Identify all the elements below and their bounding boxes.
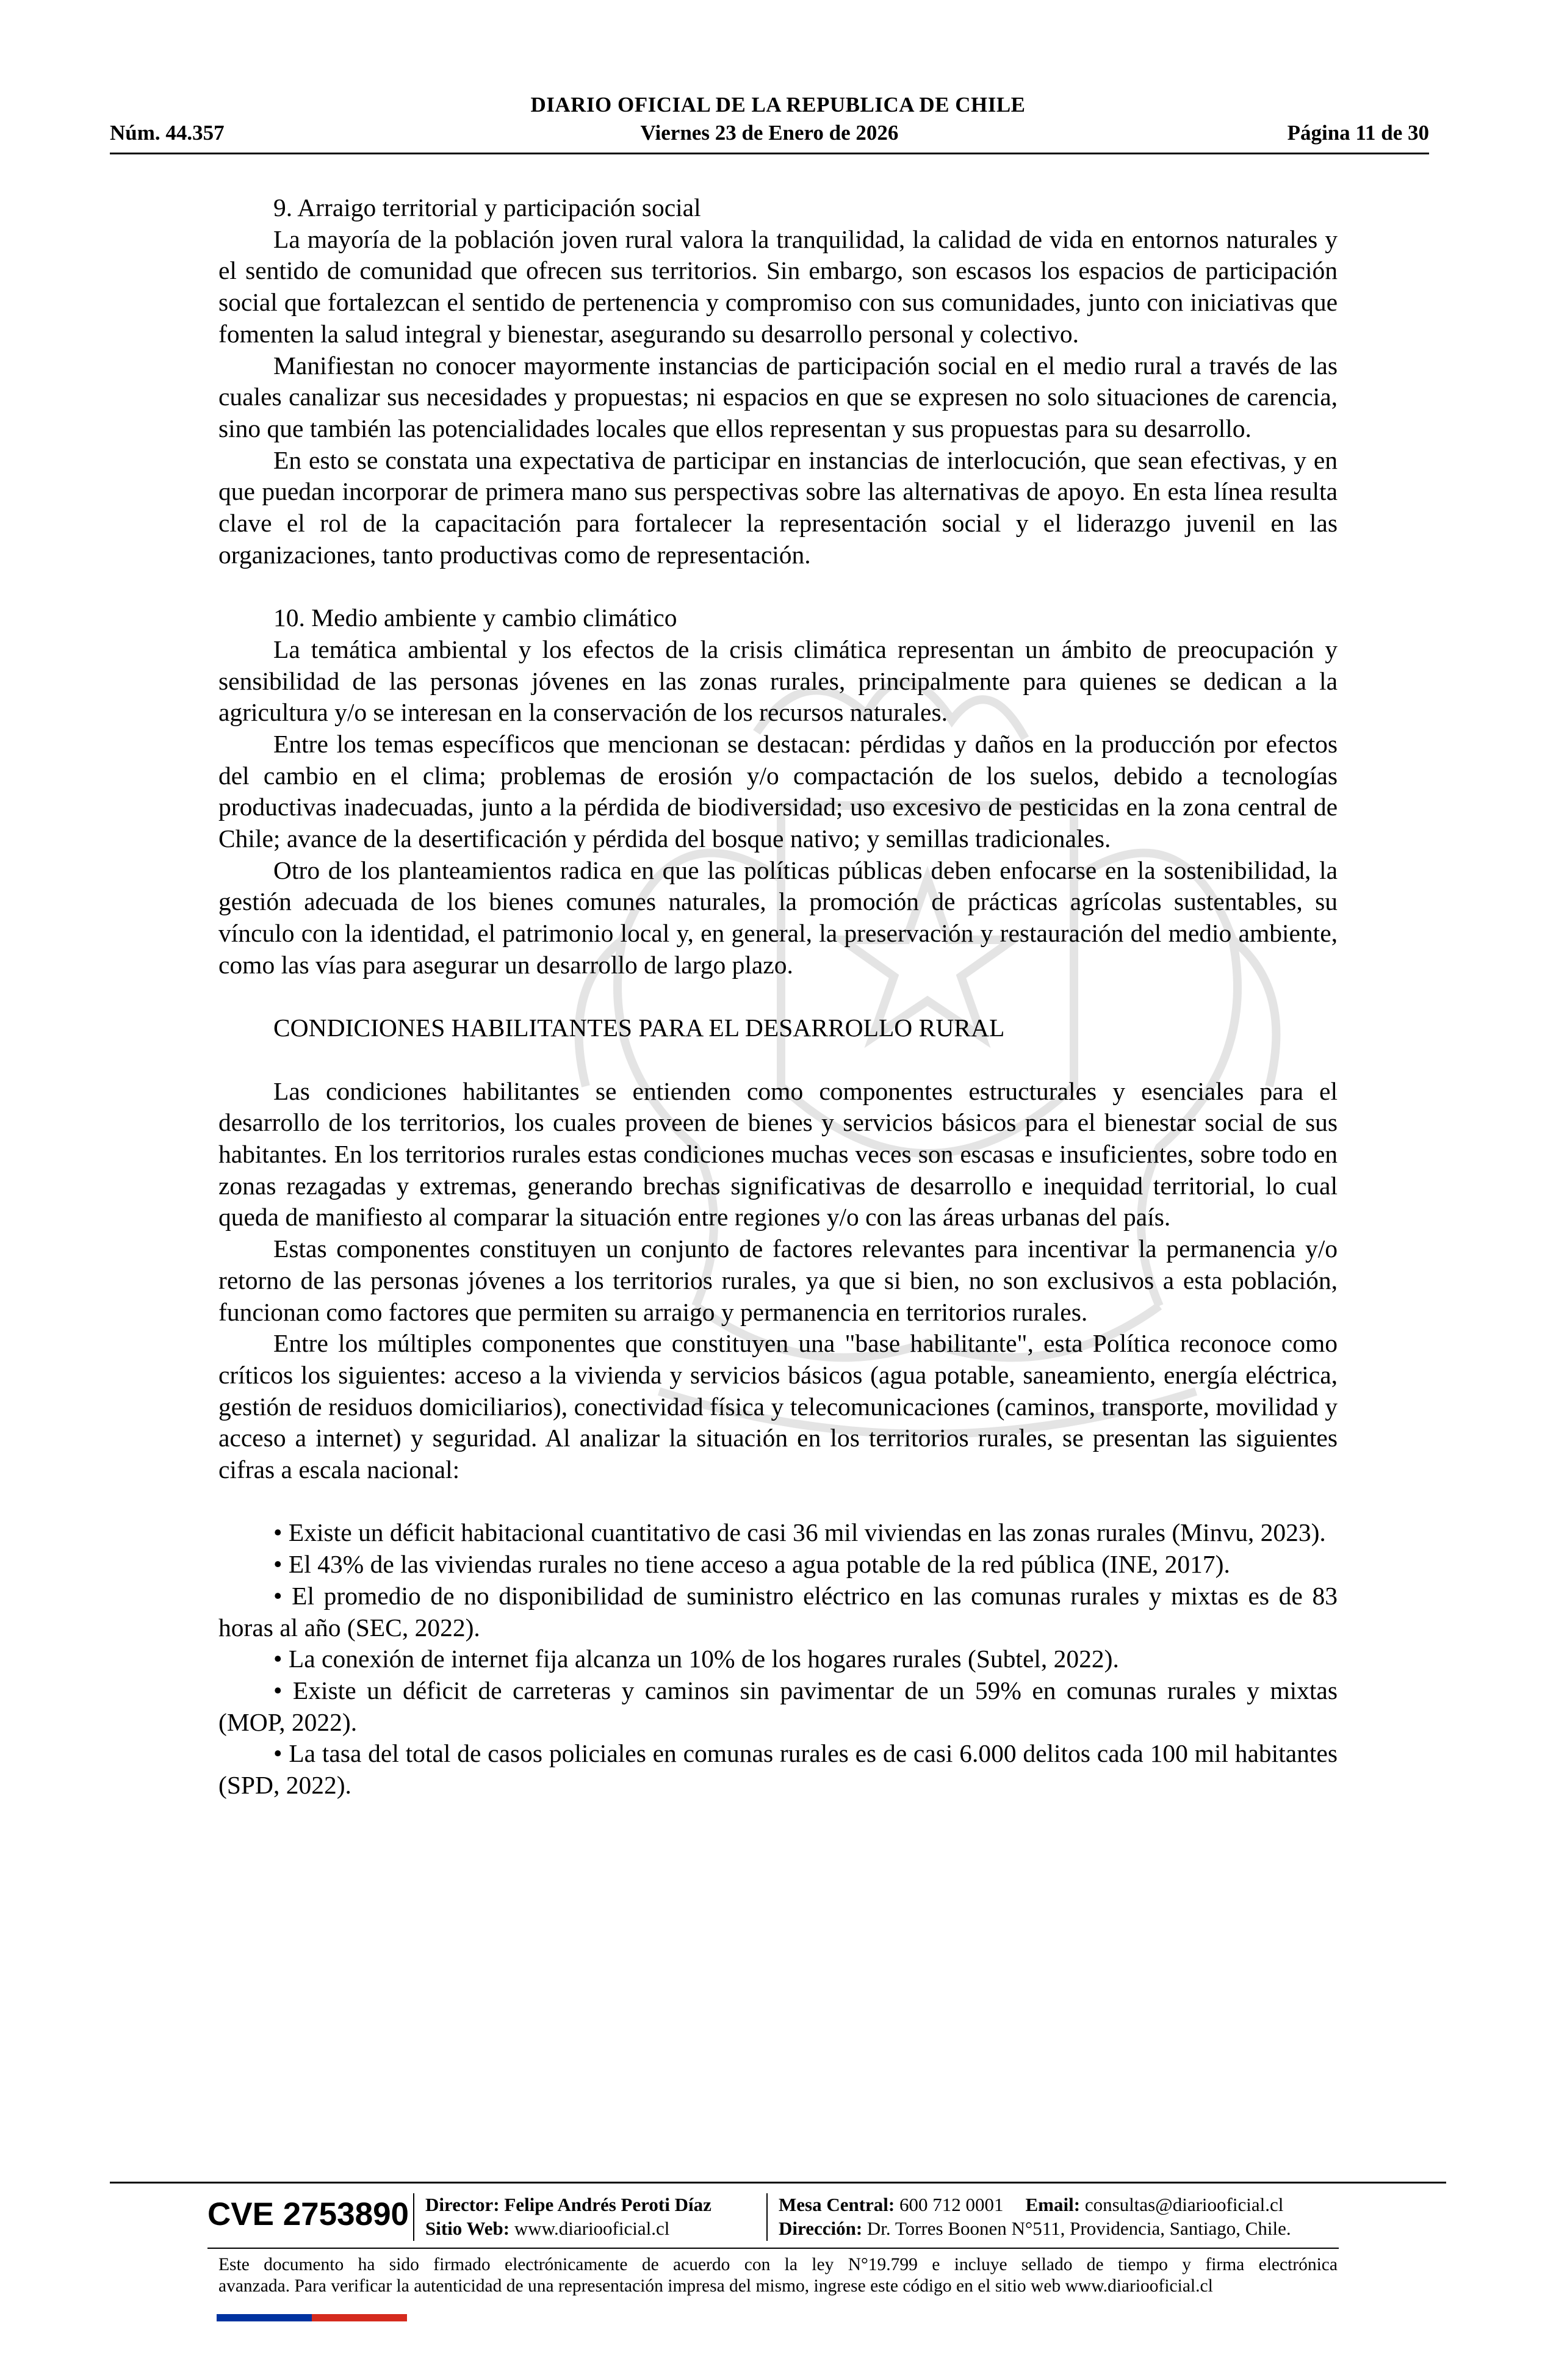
paragraph: La temática ambiental y los efectos de la crisis climática representan un ámbito de preocupación y sensibilidad de las personas jóvenes en las zonas rurales, principalmente para quienes se dedican a la agricultura y/o se interesan en la conservación de los recursos naturales. <box>218 635 1338 727</box>
paragraph: Estas componentes constituyen un conjunto de factores relevantes para incentivar la permanencia y/o retorno de las personas jóvenes a los territorios rurales, ya que si bien, no son exclusivos a esta población, funcionan como factores que permiten su arraigo y permanencia en territorios rurales. <box>218 1235 1338 1326</box>
paragraph: Las condiciones habilitantes se entienden como componentes estructurales y esenciales para el desarrollo de los territorios, los cuales proveen de bienes y servicios básicos para el bienestar social de sus habitantes. En los territorios rurales estas condiciones muchas veces son escasas e insuficientes, sobre todo en zonas rezagadas y extremas, generando brechas significativas de desarrollo e inequidad territorial, lo cual queda de manifiesto al comparar la situación entre regiones y/o con las áreas urbanas del país. <box>218 1076 1338 1231</box>
paragraph: Entre los temas específicos que mencionan se destacan: pérdidas y daños en la producción por efectos del cambio en el clima; problemas de erosión y/o compactación de los suelos, debido a tecnologías productivas inadecuadas, junto a la pérdida de biodiversidad; uso excesivo de pesticidas en la zona central de Chile; avance de la desertificación y pérdida del bosque nativo; y semillas tradicionales. <box>218 729 1338 853</box>
paragraph: Manifiestan no conocer mayormente instancias de participación social en el medio rural a través de las cuales canalizar sus necesidades y propuestas; ni espacios en que se expresen no solo situaciones de carencia, sino que también las potencialidades locales que ellos representan y sus propuestas para su desarrollo. <box>218 351 1338 442</box>
footer-director-block <box>425 2193 711 2240</box>
cve-code: CVE 2753890 <box>207 2196 409 2232</box>
paragraph-spacer <box>218 571 1338 602</box>
email-label: Email: <box>1025 2194 1081 2215</box>
director-name: Felipe Andrés Peroti Díaz <box>504 2194 711 2215</box>
footer-contact-block <box>779 2193 1291 2240</box>
paragraph-spacer <box>218 1044 1338 1076</box>
paragraph: En esto se constata una expectativa de participar en instancias de interlocución, que sean efectivas, y en que puedan incorporar de primera mano sus perspectivas sobre las alternativas de apoyo. En esta línea resulta clave el rol de la capacitación para fortalecer la representación social y el liderazgo juvenil en las organizaciones, tanto productivas como de representación. <box>218 445 1338 569</box>
paragraph: Otro de los planteamientos radica en que las políticas públicas deben enfocarse en la sostenibilidad, la gestión adecuada de los bienes comunes naturales, la promoción de prácticas agrícolas sustentables, su vínculo con la identidad, el patrimonio local y, en general, la preservación y restauración del medio ambiente, como las vías para asegurar un desarrollo de largo plazo. <box>218 856 1338 979</box>
page-number: Página 11 de 30 <box>1287 121 1429 145</box>
site-label: Sitio Web: <box>425 2218 510 2239</box>
bullet-item: • El promedio de no disponibilidad de suministro eléctrico en las comunas rurales y mixtas es de 83 horas al año (SEC, 2022). <box>218 1581 1338 1642</box>
publication-title: DIARIO OFICIAL DE LA REPUBLICA DE CHILE <box>530 93 1026 117</box>
footer-divider <box>110 2182 1446 2183</box>
footer-separator <box>413 2193 414 2241</box>
email-link[interactable]: consultas@diariooficial.cl <box>1084 2194 1284 2215</box>
mesa-label: Mesa Central: <box>779 2194 895 2215</box>
paragraph-spacer <box>218 1486 1338 1518</box>
site-link[interactable]: www.diariooficial.cl <box>514 2218 670 2239</box>
paragraph: La mayoría de la población joven rural valora la tranquilidad, la calidad de vida en entornos naturales y el sentido de comunidad que ofrecen sus territorios. Sin embargo, son escasos los espacios de participación social que fortalezcan el sentido de pertenencia y compromiso con sus comunidades, junto con iniciativas que fomenten la salud integral y bienestar, asegurando su desarrollo personal y colectivo. <box>218 225 1338 348</box>
issue-date: Viernes 23 de Enero de 2026 <box>640 121 899 145</box>
address-value: Dr. Torres Boonen N°511, Providencia, Santiago, Chile. <box>866 2218 1291 2239</box>
flag-color-bar <box>217 2314 407 2321</box>
flag-red-segment <box>312 2314 407 2321</box>
note-line: avanzada. Para verificar la autenticidad de una representación impresa del mismo, ingrese este código en el sitio web www.diariooficial.cl <box>218 2276 1213 2296</box>
director-label: Director: <box>425 2194 500 2215</box>
footer-separator <box>766 2193 768 2241</box>
bullet-item: • Existe un déficit habitacional cuantitativo de casi 36 mil viviendas en las zonas rurales (Minvu, 2023). <box>273 1518 1326 1547</box>
paragraph: Entre los múltiples componentes que constituyen una "base habilitante", esta Política reconoce como críticos los siguientes: acceso a la vivienda y servicios básicos (agua potable, saneamiento, energía eléctrica, gestión de residuos domiciliarios), conectividad física y telecomunicaciones (caminos, transporte, movilidad y acceso a internet) y seguridad. Al analizar la situación en los territorios rurales, se presentan las siguientes cifras a escala nacional: <box>218 1329 1338 1484</box>
section-heading: 10. Medio ambiente y cambio climático <box>273 604 677 632</box>
bullet-item: • El 43% de las viviendas rurales no tiene acceso a agua potable de la red pública (INE, 2017). <box>273 1550 1230 1579</box>
bullet-item: • La conexión de internet fija alcanza un 10% de los hogares rurales (Subtel, 2022). <box>273 1645 1119 1673</box>
section-title: CONDICIONES HABILITANTES PARA EL DESARROLLO RURAL <box>273 1014 1005 1042</box>
note-line: Este documento ha sido firmado electrónicamente de acuerdo con la ley N°19.799 e incluye sellado de tiempo y firma electrónica <box>218 2255 1338 2274</box>
flag-blue-segment <box>217 2314 312 2321</box>
header-divider <box>110 153 1429 154</box>
issue-number: Núm. 44.357 <box>110 121 225 145</box>
paragraph-spacer <box>218 981 1338 1013</box>
mesa-phone: 600 712 0001 <box>899 2194 1004 2215</box>
bullet-item: • Existe un déficit de carreteras y caminos sin pavimentar de un 59% en comunas rurales y mixtas (MOP, 2022). <box>218 1676 1338 1736</box>
bullet-item: • La tasa del total de casos policiales en comunas rurales es de casi 6.000 delitos cada 100 mil habitantes (SPD, 2022). <box>218 1739 1338 1800</box>
electronic-signature-note <box>218 2254 1338 2297</box>
document-body <box>218 192 1338 1801</box>
section-heading: 9. Arraigo territorial y participación social <box>273 193 701 222</box>
address-label: Dirección: <box>779 2218 863 2239</box>
footer-divider-thin <box>207 2248 1339 2249</box>
